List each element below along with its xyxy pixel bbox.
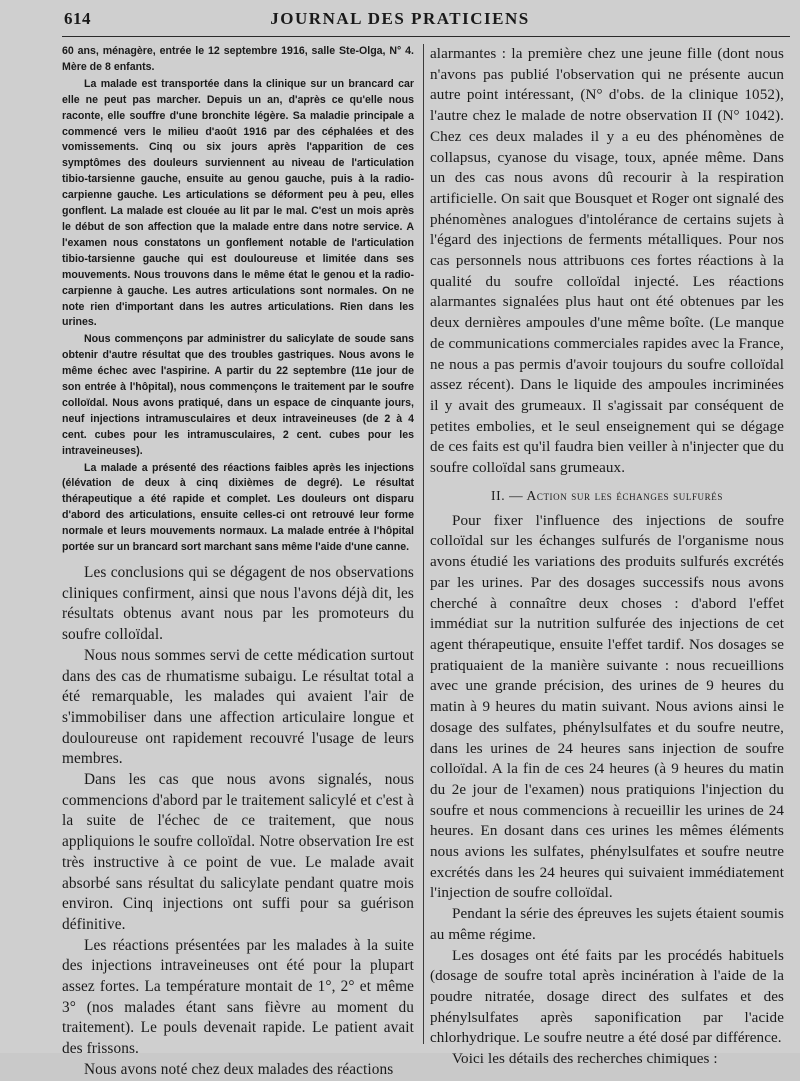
body-paragraph: Pour fixer l'influence des injections de soufre colloïdal sur les échanges sulfurés de l'organisme nous avons étudié les variations des produits sulfurés excrétés par les urines. Par des dosages successifs nous avons cherché à connaître deux choses : d'abord l'effet immédiat sur la nutrition sulfurée des injections de cet agent thérapeutique, ensuite l'effet tardif. Nos dosages se pratiquaient de la manière suivante : nous recueillions avec une grande précision, des urines de 9 heures du matin à 9 heures du matin suivant. Nous avions ainsi le dosage des sulfates, phénylsulfates et du soufre neutre, dans les urines de 24 heures sans injection de soufre colloïdal. A la fin de ces 24 heures (à 9 heures du matin du 2e jour de l'examen) nous pratiquions l'injection du soufre et nous commencions à recueillir les urines de 24 heures. En dosant dans ces urines les mêmes éléments nous avions les sulfates, phénylsulfates et soufre neutre excrétés dans les 24 heures qui suivaient immédiatement l'injection de soufre colloïdal.	[430, 512, 784, 902]
case-paragraph: La malade est transportée dans la clinique sur un brancard car elle ne peut pas marcher. Depuis un an, d'après ce qu'elle nous raconte, elle souffre d'une bronchite légère. Sa maladie principale a commencé vers le milieu d'août 1916 par des céphalées et des vomissements. Cinq ou six jours après l'apparition de ces symptômes des douleurs surviennent au niveau de l'articulation tibio-tarsienne gauche, ensuite au genou gauche, puis à la radio-carpienne gauche. Les articulations se déforment peu à peu, elles gonflent. La malade est clouée au lit par le mal. C'est un mois après le début de son affection que la malade entre dans notre service. A l'examen nous constatons un gonflement notable de l'articulation tibio-tarsienne gauche qui est douloureuse et limitée dans ses mouvements. Nous trouvons dans le même état le genou et la radio-carpienne à gauche. Les autres articulations sont normales. On ne note rien d'important dans les autres articulations. Rien dans les urines.	[62, 77, 414, 329]
case-paragraph: 60 ans, ménagère, entrée le 12 septembre 1916, salle Ste-Olga, N° 4. Mère de 8 enfants.	[62, 45, 414, 73]
body-paragraph: Les dosages ont été faits par les procédés habituels (dosage de soufre total après incinération à l'aide de la poudre nitratée, dosage direct des sulfates et des phénylsulfates après saponification par l'acide chlorhydrique. Le soufre neutre a été dosé par différence.	[430, 947, 784, 1047]
column-divider	[423, 44, 424, 1044]
body-paragraph: Pendant la série des épreuves les sujets étaient soumis au même régime.	[430, 906, 784, 943]
body-paragraph: Voici les détails des recherches chimiques :	[452, 1051, 718, 1068]
page-number: 614	[64, 9, 91, 28]
body-paragraph: Dans les cas que nous avons signalés, nous commencions d'abord par le traitement salicylé et c'est à la suite de l'échec de ce traitement, que nous appliquions le soufre colloïdal. Notre observation Ire est très instructive à ce point de vue. Le malade avait absorbé sans résultat du salicylate pendant quatre mois environ. Cinq injections ont suffi pour sa guérison définitive.	[62, 771, 414, 933]
page-header	[0, 0, 800, 40]
continued-paragraph: alarmantes : la première chez une jeune fille (dont nous n'avons pas publié l'observation qui ne présente aucun autre point intéressant, (N° d'obs. de la clinique 1052), l'autre chez le malade de notre observation II (N° 1042). Chez ces deux malades il y a eu des phénomènes de collapsus, cyanose du visage, toux, apnée même. Dans un des cas nous avons dû recourir à la respiration artificielle. On sait que Bousquet et Roger ont signalé des phénomènes analogues d'intolérance de certains sujets à l'égard des injections de ferments métalliques. Pour nos cas personnels nous attribuons ces fortes réactions à la qualité du soufre colloïdal injecté. Les réactions alarmantes signalées plus haut ont été obtenues par les deux dernières ampoules d'une même boîte. (Le manque de communications commerciales rapides avec la France, ne nous a pas permis d'avoir toujours du soufre colloïdal assez récent). Dans le liquide des ampoules incriminées il y avait des grumeaux. Il s'agissait par conséquent de petites embolies, et le seul enseignement qui se dégage de ces faits est qu'il faudra bien veiller à n'injecter que du soufre colloïdal sans grumeaux.	[430, 46, 784, 477]
body-paragraph: Les réactions présentées par les malades à la suite des injections intraveineuses ont été pour la plupart assez fortes. La température montait de 1°, 2° et même 3° (nos malades étant sans fièvre au moment du traitement). Le pouls devenait rapide. Le patient avait des frissons.	[62, 936, 414, 1058]
section-heading: II. — Action sur les échanges sulfurés	[491, 487, 723, 503]
body-paragraph: Les conclusions qui se dégagent de nos observations cliniques confirment, ainsi que nous l'avons déjà dit, les résultats obtenus avant nous par les promoteurs du soufre colloïdal.	[62, 564, 414, 644]
running-title: JOURNAL DES PRATICIENS	[270, 9, 530, 28]
case-paragraph: La malade a présenté des réactions faibles après les injections (élévation de deux à cinq dixièmes de degré). Le résultat thérapeutique a été rapide et complet. Les douleurs ont disparu d'abord des articulations, ensuite celles-ci ont retrouvé leur forme normale et leurs mouvements normaux. La malade entrée à l'hôpital portée sur un brancard sort marchant sans même l'aide d'une canne.	[62, 461, 414, 554]
body-paragraph: Nous nous sommes servi de cette médication surtout dans des cas de rhumatisme subaigu. Le résultat total a été remarquable, les malades qui avaient l'air de s'immobiliser dans une affection articulaire longue et douloureuse ont rapidement recouvré l'usage de leurs membres.	[62, 646, 414, 768]
header-rule	[62, 36, 790, 37]
body-paragraph: Nous avons noté chez deux malades des réactions	[84, 1060, 394, 1078]
case-paragraph: Nous commençons par administrer du salicylate de soude sans obtenir d'autre résultat que des troubles gastriques. Nous avons le même échec avec l'aspirine. A partir du 22 septembre (11e jour de son entrée à l'hôpital), nous commençons le traitement par le soufre colloïdal. Nous avons pratiqué, dans un espace de cinquante jours, neuf injections intramusculaires et deux intraveineuses (de 2 à 4 cent. cubes pour les intramusculaires, 2 cent. cubes pour les intraveineuses).	[62, 333, 414, 457]
left-column	[62, 44, 414, 1081]
right-column	[430, 44, 784, 1070]
